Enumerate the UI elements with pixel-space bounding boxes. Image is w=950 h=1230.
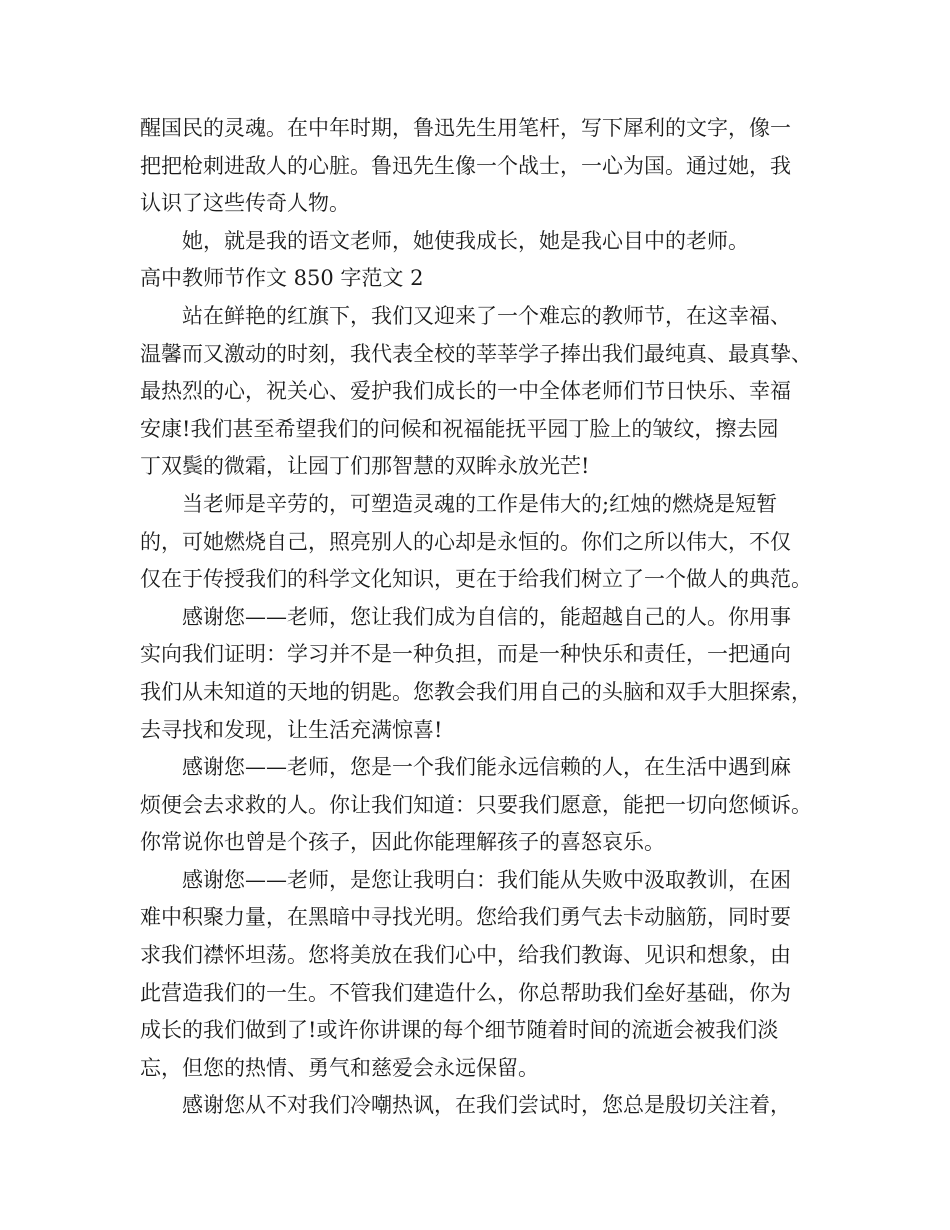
- text-line: 实向我们证明：学习并不是一种负担，而是一种快乐和责任，一把通向: [140, 642, 791, 667]
- text-line: 忘，但您的热情、勇气和慈爱会永远保留。: [140, 1055, 539, 1080]
- text-line: 难中积聚力量，在黑暗中寻找光明。您给我们勇气去卡动脑筋，同时要: [140, 905, 791, 930]
- text-line: 把把枪刺进敌人的心脏。鲁迅先生像一个战士，一心为国。通过她，我: [140, 153, 791, 178]
- text-line: 感谢您——老师，是您让我明白：我们能从失败中汲取教训，在困: [182, 867, 791, 892]
- text-line: 高中教师节作文 850 字范文 2: [140, 266, 424, 291]
- text-line: 此营造我们的一生。不管我们建造什么，你总帮助我们垒好基础，你为: [140, 980, 791, 1005]
- text-line: 成长的我们做到了!或许你讲课的每个细节随着时间的流逝会被我们淡: [140, 1018, 779, 1043]
- text-line: 我们从未知道的天地的钥匙。您教会我们用自己的头脑和双手大胆探索，: [140, 679, 812, 704]
- text-line: 去寻找和发现，让生活充满惊喜!: [140, 717, 443, 742]
- text-line: 求我们襟怀坦荡。您将美放在我们心中，给我们教诲、见识和想象，由: [140, 943, 791, 968]
- text-line: 丁双鬓的微霜，让园丁们那智慧的双眸永放光芒!: [140, 454, 590, 479]
- document-body: [140, 110, 820, 1125]
- text-line: 仅在于传授我们的科学文化知识，更在于给我们树立了一个做人的典范。: [140, 567, 812, 592]
- text-line: 她，就是我的语文老师，她使我成长，她是我心目中的老师。: [182, 228, 749, 253]
- text-line: 最热烈的心，祝关心、爱护我们成长的一中全体老师们节日快乐、幸福: [140, 379, 791, 404]
- text-line: 安康!我们甚至希望我们的问候和祝福能抚平园丁脸上的皱纹，擦去园: [140, 416, 779, 441]
- text-line: 站在鲜艳的红旗下，我们又迎来了一个难忘的教师节，在这幸福、: [182, 303, 791, 328]
- text-line: 感谢您——老师，您让我们成为自信的，能超越自己的人。你用事: [182, 604, 791, 629]
- text-line: 感谢您从不对我们冷嘲热讽，在我们尝试时，您总是殷切关注着，: [182, 1093, 791, 1118]
- text-line: 温馨而又激动的时刻，我代表全校的莘莘学子捧出我们最纯真、最真挚、: [140, 341, 812, 366]
- text-line: 你常说你也曾是个孩子，因此你能理解孩子的喜怒哀乐。: [140, 830, 665, 855]
- text-line: 感谢您——老师，您是一个我们能永远信赖的人，在生活中遇到麻: [182, 755, 791, 780]
- text-line: 烦便会去求救的人。你让我们知道：只要我们愿意，能把一切向您倾诉。: [140, 792, 812, 817]
- text-line: 当老师是辛劳的，可塑造灵魂的工作是伟大的;红烛的燃烧是短暂: [182, 491, 778, 516]
- text-line: 醒国民的灵魂。在中年时期，鲁迅先生用笔杆，写下犀利的文字，像一: [140, 116, 791, 140]
- text-line: 的，可她燃烧自己，照亮别人的心却是永恒的。你们之所以伟大，不仅: [140, 529, 791, 554]
- text-line: 认识了这些传奇人物。: [140, 191, 350, 216]
